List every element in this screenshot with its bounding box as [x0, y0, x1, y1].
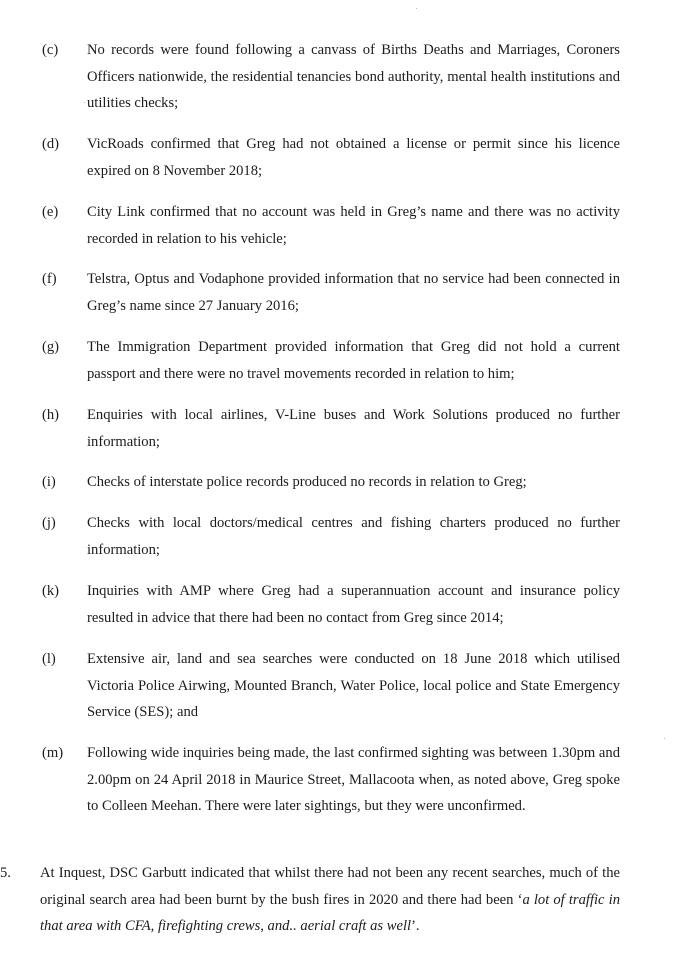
- item-text: Telstra, Optus and Vodaphone provided information that no service had been connected in Greg’s name since 27 January 2016;: [87, 271, 620, 314]
- item-label: (i): [42, 474, 56, 490]
- item-label: (h): [42, 407, 60, 423]
- item-text: No records were found following a canvass of Births Deaths and Marriages, Coroners Officers nationwide, the residential tenancies bond authority, mental health institutions and utilities checks;: [87, 42, 620, 111]
- item-label: (e): [42, 204, 59, 220]
- item-text: Following wide inquiries being made, the last confirmed sighting was between 1.30pm and 2.00pm on 24 April 2018 in Maurice Street, Mallacoota when, as noted above, Greg spoke to Colleen Meehan. There were later sightings, but they were unconfirmed.: [87, 745, 620, 814]
- item-text: Checks of interstate police records produced no records in relation to Greg;: [87, 474, 527, 490]
- item-label: (k): [42, 583, 60, 599]
- item-label: (l): [42, 651, 56, 667]
- item-text: The Immigration Department provided information that Greg did not hold a current passport and there were no travel movements recorded in relation to him;: [87, 339, 620, 382]
- scan-speck: [664, 738, 665, 739]
- item-text: Extensive air, land and sea searches were conducted on 18 June 2018 which utilised Victoria Police Airwing, Mounted Branch, Water Police, local police and State Emergency Service (SES); and: [87, 651, 620, 720]
- item-text: City Link confirmed that no account was held in Greg’s name and there was no activity recorded in relation to his vehicle;: [87, 204, 620, 247]
- paragraph-quote: a lot of traffic in that area with CFA, firefighting crews, and.. aerial craft as well: [40, 891, 620, 934]
- paragraph-text-start: At Inquest, DSC Garbutt indicated that whilst there had not been any recent searches, much of the original search area had been burnt by the bush fires in 2020 and there had been: [40, 865, 620, 908]
- item-label: (c): [42, 42, 59, 58]
- scan-speck: [84, 102, 85, 103]
- quote-close-mark: ’.: [411, 918, 420, 934]
- item-text: Enquiries with local airlines, V-Line buses and Work Solutions produced no further information;: [87, 407, 620, 450]
- item-label: (d): [42, 136, 60, 152]
- item-text: Checks with local doctors/medical centres and fishing charters produced no further information;: [87, 515, 620, 558]
- item-label: (m): [42, 745, 64, 761]
- item-text: Inquiries with AMP where Greg had a superannuation account and insurance policy resulted in advice that there had been no contact from Greg since 2014;: [87, 583, 620, 626]
- quote-open-mark: ‘: [517, 891, 523, 908]
- paragraph-number: 5.: [0, 865, 11, 881]
- scan-speck: [416, 8, 417, 9]
- item-label: (f): [42, 271, 57, 287]
- item-label: (g): [42, 339, 60, 355]
- paragraph-text: [40, 860, 620, 940]
- item-text: VicRoads confirmed that Greg had not obtained a license or permit since his licence expired on 8 November 2018;: [87, 136, 620, 179]
- item-label: (j): [42, 515, 56, 531]
